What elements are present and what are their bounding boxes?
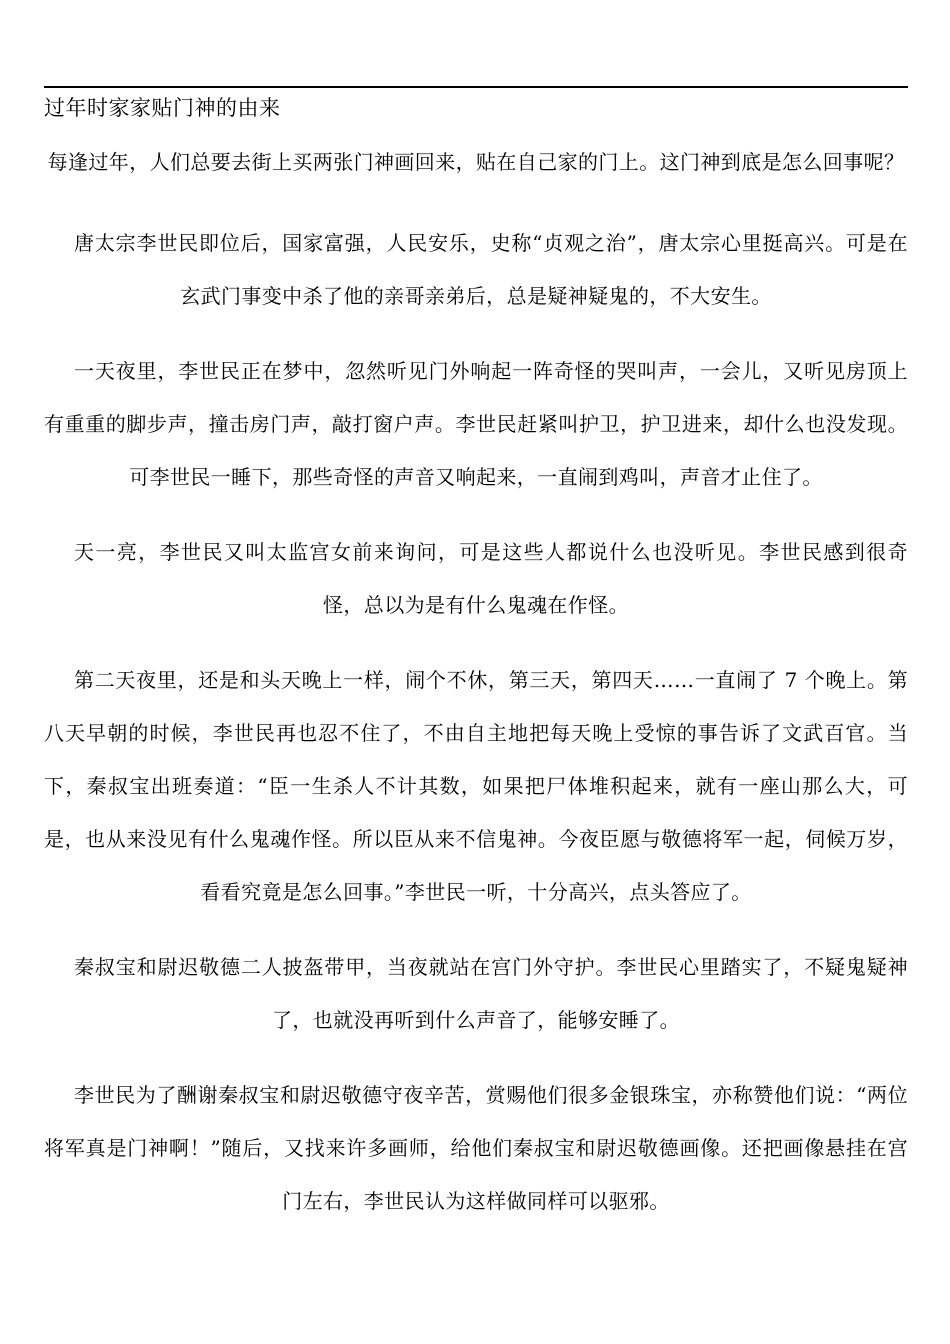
paragraph-5: 秦叔宝和尉迟敬德二人披盔带甲，当夜就站在宫门外守护。李世民心里踏实了，不疑鬼疑神了，也就没再听到什么声音了，能够安睡了。 bbox=[74, 955, 908, 1032]
paragraph-3: 天一亮，李世民又叫太监宫女前来询问，可是这些人都说什么也没听见。李世民感到很奇怪，总以为是有什么鬼魂在作怪。 bbox=[74, 540, 908, 617]
document-page bbox=[44, 86, 908, 1228]
header-rule bbox=[44, 86, 908, 88]
paragraph-6: 李世民为了酬谢秦叔宝和尉迟敬德守夜辛苦，赏赐他们很多金银珠宝，亦称赞他们说：“两位将军真是门神啊！”随后，又找来许多画师，给他们秦叔宝和尉迟敬德画像。还把画像悬挂在宫门左右，李世民认为这样做同样可以驱邪。 bbox=[44, 1083, 908, 1213]
paragraph-4: 第二天夜里，还是和头天晚上一样，闹个不休，第三天，第四天……一直闹了 7 个晚上。第八天早朝的时候，李世民再也忍不住了，不由自主地把每天晚上受惊的事告诉了文武百官。当下，秦叔宝出班奏道：“臣一生杀人不计其数，如果把尸体堆积起来，就有一座山那么大，可是，也从来没见有什么鬼魂作怪。所以臣从来不信鬼神。今夜臣愿与敬德将军一起，伺候万岁，看看究竟是怎么回事。”李世民一听，十分高兴，点头答应了。 bbox=[44, 668, 908, 904]
paragraph-1: 唐太宗李世民即位后，国家富强，人民安乐，史称“贞观之治”，唐太宗心里挺高兴。可是在玄武门事变中杀了他的亲哥亲弟后，总是疑神疑鬼的，不大安生。 bbox=[74, 231, 908, 308]
document-title: 过年时家家贴门神的由来 bbox=[44, 96, 281, 120]
paragraph-2: 一天夜里，李世民正在梦中，忽然听见门外响起一阵奇怪的哭叫声，一会儿，又听见房顶上有重重的脚步声，撞击房门声，敲打窗户声。李世民赶紧叫护卫，护卫进来，却什么也没发现。可李世民一睡下，那些奇怪的声音又响起来，一直闹到鸡叫，声音才止住了。 bbox=[44, 359, 908, 489]
paragraph-intro: 每逢过年，人们总要去街上买两张门神画回来，贴在自己家的门上。这门神到底是怎么回事呢？ bbox=[47, 150, 905, 174]
